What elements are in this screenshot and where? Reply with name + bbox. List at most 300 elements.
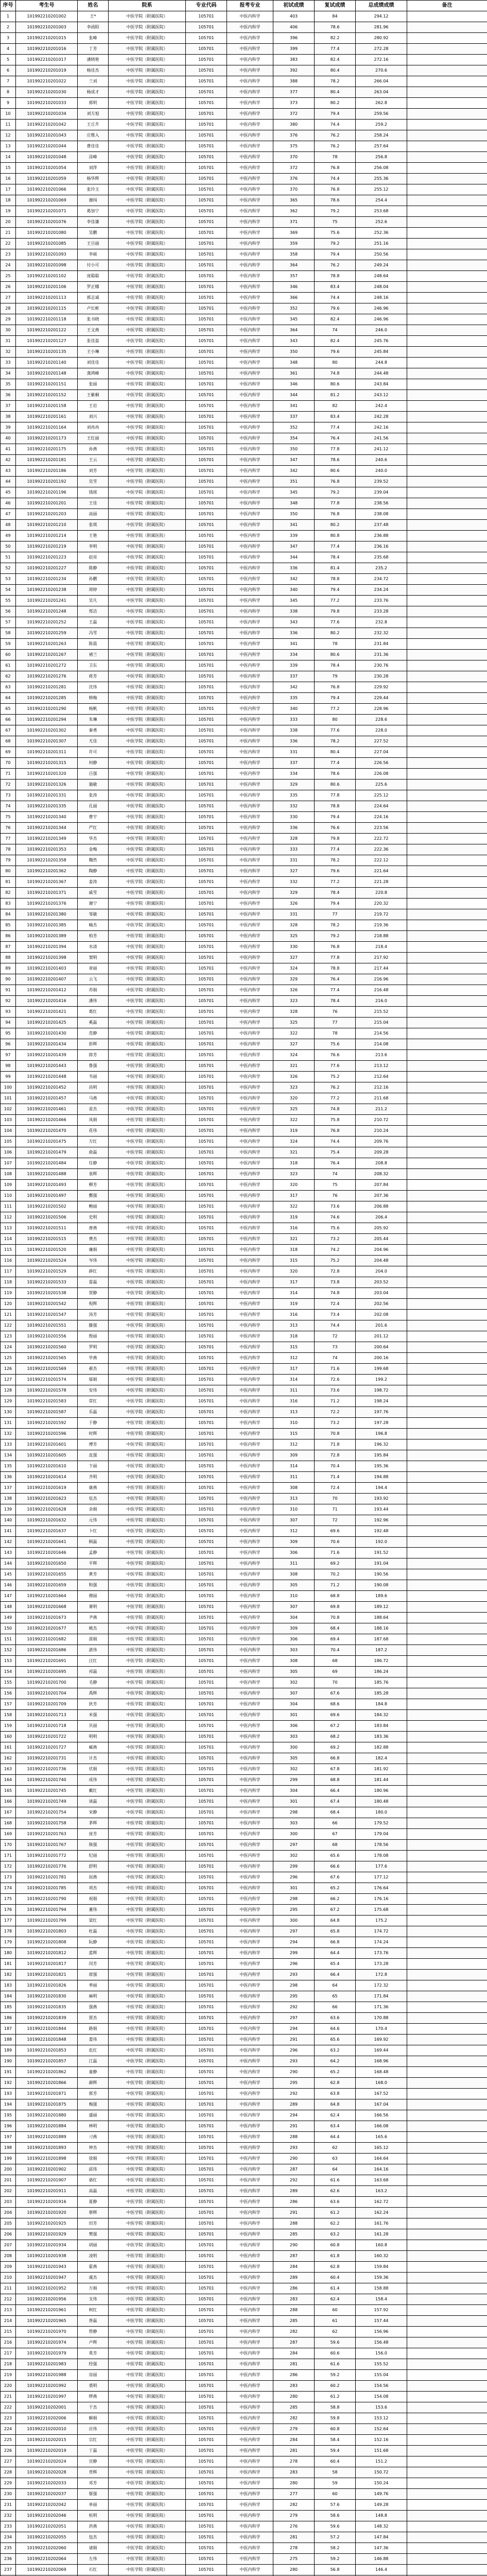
- major-code: 105701: [186, 1450, 227, 1461]
- major-name: 中医内科学: [227, 844, 273, 855]
- retest-score: 78.8: [315, 963, 356, 974]
- candidate-id: 101992210201803: [16, 1926, 78, 1937]
- total-score: 259.56: [356, 109, 407, 120]
- remark: [407, 152, 487, 163]
- total-score: 221.64: [356, 866, 407, 877]
- candidate-name: 贾杰: [78, 2013, 109, 2024]
- total-score: 166.08: [356, 2121, 407, 2132]
- retest-score: 66.8: [315, 1753, 356, 1764]
- remark: [407, 866, 487, 877]
- candidate-name: 刘佳佳: [78, 358, 109, 368]
- retest-score: 64.8: [315, 1916, 356, 1926]
- major-name: 中医内科学: [227, 2316, 273, 2327]
- major-name: 中医内科学: [227, 1245, 273, 1256]
- department: 中医学院（附属医院）: [109, 888, 186, 899]
- department: 中医学院（附属医院）: [109, 444, 186, 455]
- table-row: [1, 1018, 487, 1028]
- candidate-name: 伏娟: [78, 1764, 109, 1775]
- retest-score: 74.6: [315, 1212, 356, 1223]
- table-row: [1, 790, 487, 801]
- initial-score: 296: [273, 1959, 315, 1970]
- initial-score: 327: [273, 953, 315, 963]
- initial-score: 278: [273, 2456, 315, 2467]
- remark: [407, 2359, 487, 2370]
- initial-score: 329: [273, 888, 315, 899]
- total-score: 229.44: [356, 693, 407, 704]
- major-name: 中医内科学: [227, 520, 273, 531]
- candidate-name: 傅芳: [78, 1439, 109, 1450]
- table-row: [1, 812, 487, 823]
- major-code: 105701: [186, 2197, 227, 2208]
- table-row: [1, 1331, 487, 1342]
- total-score: 172.8: [356, 1970, 407, 1980]
- department: 中医学院（附属医院）: [109, 1093, 186, 1104]
- row-number: 175: [1, 1894, 16, 1905]
- candidate-name: 窦明: [78, 953, 109, 963]
- candidate-id: 101992210201371: [16, 888, 78, 899]
- major-name: 中医内科学: [227, 1191, 273, 1201]
- major-code: 105701: [186, 498, 227, 509]
- retest-score: 63.2: [315, 2229, 356, 2240]
- remark: [407, 790, 487, 801]
- remark: [407, 2478, 487, 2489]
- retest-score: 83.4: [315, 412, 356, 422]
- major-name: 中医内科学: [227, 217, 273, 228]
- retest-score: 67.2: [315, 1905, 356, 1916]
- retest-score: 61.8: [315, 2251, 356, 2262]
- total-score: 235.2: [356, 563, 407, 574]
- row-number: 149: [1, 1613, 16, 1623]
- candidate-id: 101992210201349: [16, 834, 78, 844]
- total-score: 239.52: [356, 477, 407, 487]
- table-row: [1, 801, 487, 812]
- table-row: [1, 2110, 487, 2121]
- major-name: 中医内科学: [227, 314, 273, 325]
- retest-score: 62: [315, 2143, 356, 2154]
- table-row: [1, 877, 487, 888]
- total-score: 248.04: [356, 282, 407, 293]
- initial-score: 316: [273, 1223, 315, 1234]
- major-name: 中医内科学: [227, 1764, 273, 1775]
- remark: [407, 509, 487, 520]
- candidate-id: 101992210201148: [16, 368, 78, 379]
- retest-score: 77.4: [315, 844, 356, 855]
- initial-score: 406: [273, 22, 315, 33]
- retest-score: 76.4: [315, 974, 356, 985]
- major-code: 105701: [186, 2175, 227, 2186]
- department: 中医学院（附属医院）: [109, 368, 186, 379]
- department: 中医学院（附属医院）: [109, 163, 186, 174]
- major-name: 中医内科学: [227, 2392, 273, 2402]
- remark: [407, 2532, 487, 2543]
- retest-score: 66.4: [315, 1786, 356, 1797]
- remark: [407, 704, 487, 715]
- row-number: 210: [1, 2273, 16, 2283]
- retest-score: 61.6: [315, 2175, 356, 2186]
- candidate-id: 101992210202006: [16, 2413, 78, 2424]
- total-score: 208.8: [356, 1158, 407, 1169]
- candidate-id: 101992210201044: [16, 141, 78, 152]
- retest-score: 70.6: [315, 1537, 356, 1548]
- initial-score: 291: [273, 2121, 315, 2132]
- department: 中医学院（附属医院）: [109, 76, 186, 87]
- retest-score: 67.4: [315, 1797, 356, 1807]
- total-score: 188.16: [356, 1623, 407, 1634]
- initial-score: 333: [273, 715, 315, 725]
- major-code: 105701: [186, 1310, 227, 1320]
- initial-score: 318: [273, 1158, 315, 1169]
- candidate-id: 101992210201700: [16, 1677, 78, 1688]
- table-row: [1, 1504, 487, 1515]
- table-row: [1, 120, 487, 130]
- major-code: 105701: [186, 2489, 227, 2500]
- remark: [407, 747, 487, 758]
- table-row: [1, 1039, 487, 1050]
- major-name: 中医内科学: [227, 1494, 273, 1504]
- total-score: 175.68: [356, 1905, 407, 1916]
- initial-score: 286: [273, 2370, 315, 2381]
- candidate-name: 葛加宁: [78, 206, 109, 217]
- total-score: 169.92: [356, 2035, 407, 2045]
- department: 中医学院（附属医院）: [109, 1126, 186, 1137]
- remark: [407, 736, 487, 747]
- initial-score: 354: [273, 433, 315, 444]
- department: 中医学院（附属医院）: [109, 1504, 186, 1515]
- major-code: 105701: [186, 2208, 227, 2218]
- remark: [407, 2262, 487, 2273]
- total-score: 154.56: [356, 2381, 407, 2392]
- candidate-name: 薛红: [78, 1266, 109, 1277]
- total-score: 168.96: [356, 2056, 407, 2067]
- initial-score: 337: [273, 671, 315, 682]
- major-code: 105701: [186, 412, 227, 422]
- table-row: [1, 2337, 487, 2348]
- remark: [407, 1829, 487, 1840]
- candidate-name: 应伟: [78, 2424, 109, 2435]
- candidate-name: 穆丽: [78, 1591, 109, 1602]
- candidate-id: 101992210201412: [16, 985, 78, 996]
- major-name: 中医内科学: [227, 1558, 273, 1569]
- candidate-name: 马燕: [78, 1093, 109, 1104]
- table-row: [1, 1418, 487, 1429]
- candidate-name: 贲辉: [78, 2467, 109, 2478]
- total-score: 216.48: [356, 985, 407, 996]
- initial-score: 314: [273, 1375, 315, 1385]
- total-score: 196.8: [356, 1429, 407, 1439]
- initial-score: 282: [273, 2500, 315, 2511]
- major-name: 中医内科学: [227, 866, 273, 877]
- remark: [407, 1991, 487, 2002]
- table-row: [1, 1991, 487, 2002]
- total-score: 224.16: [356, 812, 407, 823]
- initial-score: 306: [273, 1548, 315, 1558]
- candidate-name: 曹佳佳: [78, 141, 109, 152]
- department: 中医学院（附属医院）: [109, 1710, 186, 1721]
- major-code: 105701: [186, 2154, 227, 2164]
- major-name: 中医内科学: [227, 2175, 273, 2186]
- table-row: [1, 422, 487, 433]
- major-name: 中医内科学: [227, 2110, 273, 2121]
- major-code: 105701: [186, 596, 227, 606]
- retest-score: 72.8: [315, 1450, 356, 1461]
- candidate-name: 陈晨: [78, 639, 109, 650]
- candidate-id: 101992210201610: [16, 1461, 78, 1472]
- candidate-id: 101992210201749: [16, 1797, 78, 1807]
- candidate-name: 朱琳: [78, 715, 109, 725]
- candidate-name: 汪红: [78, 1656, 109, 1667]
- major-name: 中医内科学: [227, 574, 273, 585]
- row-number: 137: [1, 1483, 16, 1494]
- department: 中医学院（附属医院）: [109, 855, 186, 866]
- department: 中医学院（附属医院）: [109, 1829, 186, 1840]
- remark: [407, 1916, 487, 1926]
- remark: [407, 1169, 487, 1180]
- table-row: [1, 433, 487, 444]
- major-name: 中医内科学: [227, 260, 273, 271]
- total-score: 250.56: [356, 249, 407, 260]
- major-name: 中医内科学: [227, 2337, 273, 2348]
- total-score: 272.16: [356, 55, 407, 65]
- candidate-id: 101992210201076: [16, 217, 78, 228]
- remark: [407, 1461, 487, 1472]
- table-row: [1, 1840, 487, 1851]
- candidate-id: 101992210201763: [16, 1829, 78, 1840]
- candidate-id: 101992210201002: [16, 11, 78, 22]
- department: 中医学院（附属医院）: [109, 1591, 186, 1602]
- department: 中医学院（附属医院）: [109, 1494, 186, 1504]
- retest-score: 62.2: [315, 2218, 356, 2229]
- candidate-name: 解娟: [78, 2413, 109, 2424]
- candidate-name: 戚雪: [78, 888, 109, 899]
- column-header: 总成绩成绩: [356, 1, 407, 11]
- row-number: 124: [1, 1342, 16, 1353]
- remark: [407, 1753, 487, 1764]
- remark: [407, 596, 487, 606]
- candidate-name: 洪燕: [78, 2521, 109, 2532]
- candidate-id: 101992210201234: [16, 574, 78, 585]
- initial-score: 290: [273, 2067, 315, 2078]
- initial-score: 333: [273, 844, 315, 855]
- candidate-name: 鲁强: [78, 1061, 109, 1072]
- table-row: [1, 2056, 487, 2067]
- candidate-id: 101992210201175: [16, 444, 78, 455]
- remark: [407, 1375, 487, 1385]
- remark: [407, 2467, 487, 2478]
- total-score: 203.04: [356, 1288, 407, 1299]
- retest-score: 78: [315, 152, 356, 163]
- department: 中医学院（附属医院）: [109, 1970, 186, 1980]
- candidate-id: 101992210201106: [16, 282, 78, 293]
- department: 中医学院（附属医院）: [109, 606, 186, 617]
- candidate-id: 101992210201506: [16, 1212, 78, 1223]
- total-score: 162.72: [356, 2197, 407, 2208]
- table-row: [1, 909, 487, 920]
- retest-score: 82.2: [315, 33, 356, 44]
- department: 中医学院（附属医院）: [109, 2067, 186, 2078]
- major-name: 中医内科学: [227, 1634, 273, 1645]
- row-number: 193: [1, 2089, 16, 2099]
- retest-score: 80.6: [315, 650, 356, 660]
- department: 中医学院（附属医院）: [109, 1699, 186, 1710]
- candidate-name: 花伟: [78, 1126, 109, 1137]
- table-row: [1, 1137, 487, 1147]
- remark: [407, 1007, 487, 1018]
- table-row: [1, 1916, 487, 1926]
- retest-score: 60.4: [315, 2456, 356, 2467]
- initial-score: 296: [273, 1872, 315, 1883]
- major-name: 中医内科学: [227, 790, 273, 801]
- remark: [407, 1396, 487, 1407]
- candidate-name: 梅强: [78, 2099, 109, 2110]
- total-score: 159.84: [356, 2262, 407, 2273]
- initial-score: 299: [273, 1775, 315, 1786]
- department: 中医学院（附属医院）: [109, 758, 186, 769]
- initial-score: 334: [273, 650, 315, 660]
- major-name: 中医内科学: [227, 2402, 273, 2413]
- total-score: 187.2: [356, 1645, 407, 1656]
- retest-score: 74.8: [315, 1288, 356, 1299]
- table-row: [1, 1429, 487, 1439]
- initial-score: 369: [273, 228, 315, 239]
- remark: [407, 920, 487, 931]
- row-number: 90: [1, 974, 16, 985]
- remark: [407, 466, 487, 477]
- total-score: 160.32: [356, 2251, 407, 2262]
- department: 中医学院（附属医院）: [109, 2154, 186, 2164]
- major-name: 中医内科学: [227, 509, 273, 520]
- department: 中医学院（附属医院）: [109, 931, 186, 942]
- table-row: [1, 520, 487, 531]
- row-number: 215: [1, 2327, 16, 2337]
- total-score: 280.92: [356, 33, 407, 44]
- retest-score: 73.8: [315, 1277, 356, 1288]
- department: 中医学院（附属医院）: [109, 1558, 186, 1569]
- major-name: 中医内科学: [227, 1082, 273, 1093]
- initial-score: 283: [273, 2381, 315, 2392]
- major-code: 105701: [186, 585, 227, 596]
- retest-score: 59.2: [315, 2370, 356, 2381]
- table-row: [1, 1147, 487, 1158]
- candidate-id: 101992210201907: [16, 2175, 78, 2186]
- major-code: 105701: [186, 2251, 227, 2262]
- table-row: [1, 1342, 487, 1353]
- major-code: 105701: [186, 1407, 227, 1418]
- initial-score: 399: [273, 44, 315, 55]
- major-name: 中医内科学: [227, 1526, 273, 1537]
- candidate-id: 101992210201315: [16, 758, 78, 769]
- total-score: 169.44: [356, 2045, 407, 2056]
- initial-score: 298: [273, 1894, 315, 1905]
- major-code: 105701: [186, 790, 227, 801]
- total-score: 195.36: [356, 1461, 407, 1472]
- candidate-name: 包杰: [78, 2532, 109, 2543]
- total-score: 203.52: [356, 1277, 407, 1288]
- major-name: 中医内科学: [227, 1028, 273, 1039]
- total-score: 211.68: [356, 1093, 407, 1104]
- major-name: 中医内科学: [227, 682, 273, 693]
- table-row: [1, 1483, 487, 1494]
- candidate-id: 101992210201267: [16, 650, 78, 660]
- candidate-id: 101992210201947: [16, 2273, 78, 2283]
- total-score: 174.24: [356, 1937, 407, 1948]
- initial-score: 348: [273, 498, 315, 509]
- remark: [407, 1515, 487, 1526]
- retest-score: 68.2: [315, 1732, 356, 1742]
- candidate-id: 101992210201098: [16, 260, 78, 271]
- retest-score: 78.6: [315, 195, 356, 206]
- major-code: 105701: [186, 574, 227, 585]
- major-code: 105701: [186, 1634, 227, 1645]
- initial-score: 376: [273, 130, 315, 141]
- candidate-id: 101992210202064: [16, 2554, 78, 2565]
- initial-score: 332: [273, 877, 315, 888]
- initial-score: 362: [273, 206, 315, 217]
- major-code: 105701: [186, 368, 227, 379]
- total-score: 225.6: [356, 779, 407, 790]
- row-number: 47: [1, 509, 16, 520]
- total-score: 177.12: [356, 1872, 407, 1883]
- major-name: 中医内科学: [227, 120, 273, 130]
- initial-score: 331: [273, 855, 315, 866]
- candidate-name: 昌明: [78, 1082, 109, 1093]
- major-code: 105701: [186, 1526, 227, 1537]
- department: 中医学院（附属医院）: [109, 2316, 186, 2327]
- major-code: 105701: [186, 1937, 227, 1948]
- major-code: 105701: [186, 1169, 227, 1180]
- remark: [407, 1645, 487, 1656]
- remark: [407, 660, 487, 671]
- initial-score: 285: [273, 2229, 315, 2240]
- major-name: 中医内科学: [227, 1483, 273, 1494]
- remark: [407, 1331, 487, 1342]
- row-number: 25: [1, 271, 16, 282]
- table-row: [1, 1299, 487, 1310]
- row-number: 49: [1, 531, 16, 541]
- major-code: 105701: [186, 520, 227, 531]
- major-code: 105701: [186, 466, 227, 477]
- table-row: [1, 1364, 487, 1375]
- table-row: [1, 44, 487, 55]
- retest-score: 58.8: [315, 2402, 356, 2413]
- total-score: 164.64: [356, 2154, 407, 2164]
- table-row: [1, 596, 487, 606]
- table-row: [1, 1548, 487, 1558]
- department: 中医学院（附属医院）: [109, 1937, 186, 1948]
- department: 中医学院（附属医院）: [109, 2348, 186, 2359]
- candidate-id: 101992210201015: [16, 33, 78, 44]
- table-row: [1, 628, 487, 639]
- major-name: 中医内科学: [227, 2456, 273, 2467]
- initial-score: 315: [273, 1429, 315, 1439]
- row-number: 209: [1, 2262, 16, 2273]
- major-name: 中医内科学: [227, 725, 273, 736]
- department: 中医学院（附属医院）: [109, 2045, 186, 2056]
- major-name: 中医内科学: [227, 1818, 273, 1829]
- candidate-id: 101992210201151: [16, 379, 78, 390]
- row-number: 53: [1, 574, 16, 585]
- initial-score: 285: [273, 2316, 315, 2327]
- initial-score: 309: [273, 1450, 315, 1461]
- total-score: 153.12: [356, 2413, 407, 2424]
- department: 中医学院（附属医院）: [109, 682, 186, 693]
- major-code: 105701: [186, 2413, 227, 2424]
- department: 中医学院（附属医院）: [109, 293, 186, 303]
- candidate-name: 平辉: [78, 1558, 109, 1569]
- retest-score: 79.2: [315, 931, 356, 942]
- remark: [407, 2381, 487, 2392]
- initial-score: 341: [273, 639, 315, 650]
- candidate-name: 乐磊: [78, 1407, 109, 1418]
